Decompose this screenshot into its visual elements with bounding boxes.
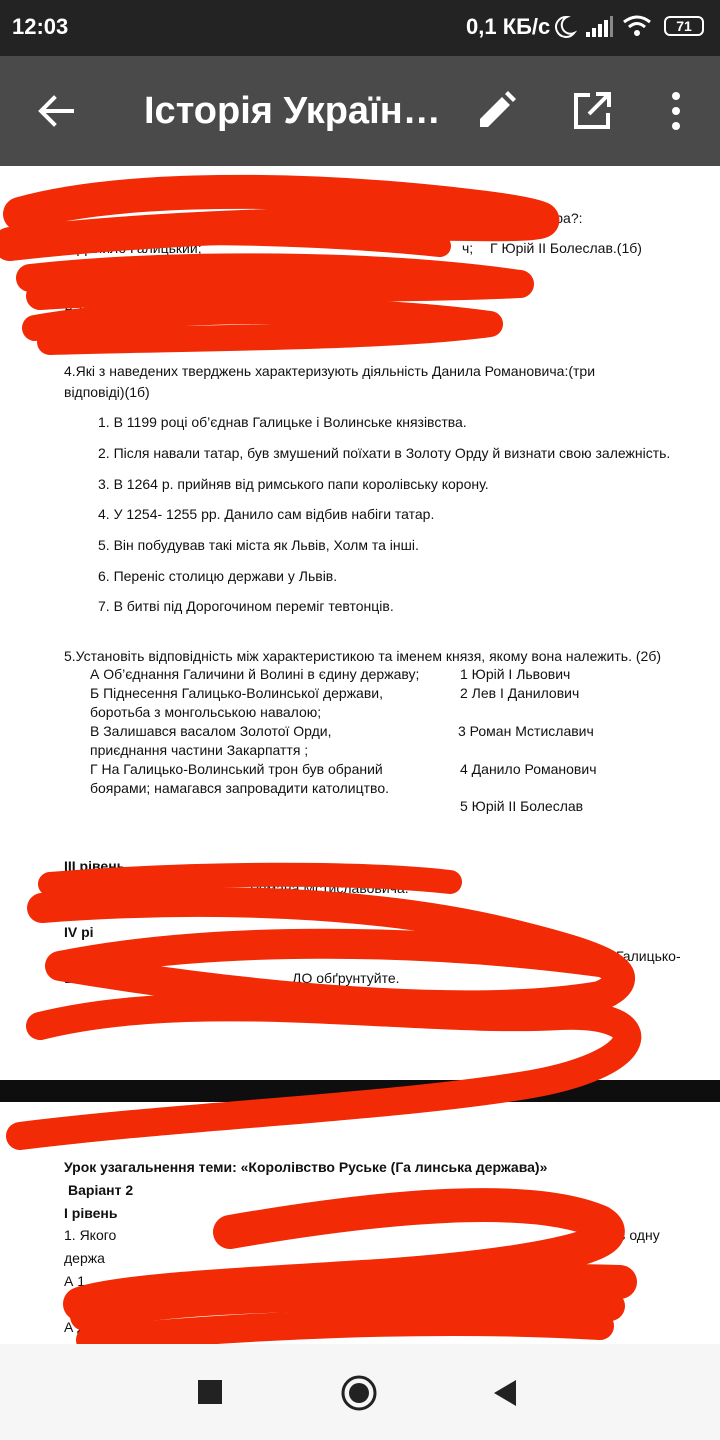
recents-square-icon[interactable] bbox=[197, 1379, 223, 1410]
page-heading: Урок узагальнення теми: «Королівство Руське (Га линська держава)» bbox=[64, 1159, 548, 1175]
match-left-item: Б Піднесення Галицько-Волинської держави, bbox=[90, 685, 383, 701]
list-item: 2. Після навали татар, був змушений поїхати в Золоту Орду й визнати свою залежність. bbox=[98, 445, 671, 461]
document-view[interactable] bbox=[0, 166, 720, 1344]
level-heading: II рівень bbox=[64, 332, 122, 348]
question-fragment: в одну bbox=[618, 1227, 660, 1243]
arrow-back-icon[interactable] bbox=[34, 89, 78, 133]
question-fragment: ДО обґрунтуйте. bbox=[292, 970, 400, 986]
match-right-item: 2 Лев І Данилович bbox=[460, 685, 580, 701]
status-bar bbox=[0, 0, 720, 56]
list-item: 7. В битві під Дорогочином переміг тевтонців. bbox=[98, 598, 394, 614]
answer-option: А Данило Галицький; Б Лев Данилович; bbox=[64, 1319, 323, 1335]
more-vert-icon[interactable] bbox=[654, 89, 698, 133]
list-item: 5. Він побудував такі міста як Львів, Холм та інші. bbox=[98, 537, 419, 553]
question-fragment: Романа Мстиславовича. bbox=[250, 880, 409, 896]
status-time: 12:03 bbox=[12, 14, 69, 39]
answer-fragment: А те bbox=[64, 300, 92, 316]
question-fragment: держа bbox=[64, 1250, 105, 1266]
match-left-item: боярами; намагався запровадити католицтво. bbox=[90, 780, 390, 796]
match-right-item: 5 Юрій II Болеслав bbox=[460, 798, 584, 814]
match-left-item: А Об’єднання Галичини й Волині в єдину державу; bbox=[90, 666, 420, 682]
question-text: 5.Установіть відповідність між характеристикою та іменем князя, якому вона належить. (2б) bbox=[64, 648, 661, 664]
home-circle-icon[interactable] bbox=[340, 1374, 378, 1417]
list-item: 1. В 1199 році об’єднав Галицьке і Волинське князівства. bbox=[98, 414, 467, 430]
open-external-icon[interactable] bbox=[570, 89, 614, 133]
question-fragment: Галицько- bbox=[616, 948, 681, 964]
match-left-item: боротьба з монгольською навалою; bbox=[90, 704, 322, 720]
answer-option: А 1 bbox=[64, 1273, 86, 1289]
match-right-item: 3 Роман Мстиславич bbox=[458, 723, 594, 739]
network-speed: 0,1 КБ/с bbox=[466, 14, 551, 39]
page-separator bbox=[0, 1080, 720, 1102]
match-right-item: 1 Юрій І Львович bbox=[460, 666, 571, 682]
question-text: 1. Якого bbox=[64, 1227, 117, 1243]
match-right-item: 4 Данило Романович bbox=[460, 761, 597, 777]
document-title: Історія Україн… bbox=[144, 90, 441, 132]
variant-heading: Варіант 2 bbox=[68, 1182, 134, 1198]
answer-fragment: ч; bbox=[462, 240, 474, 256]
wifi-icon bbox=[622, 14, 652, 43]
question-text: відповіді)(1б) bbox=[64, 384, 150, 400]
list-item: 3. В 1264 р. прийняв від римського папи королівську корону. bbox=[98, 476, 489, 492]
list-item: 4. У 1254- 1255 рр. Данило сам відбив набіги татар. bbox=[98, 506, 435, 522]
answer-fragment: 199 р. bbox=[290, 1273, 329, 1289]
match-left-item: приєднання частини Закарпаття ; bbox=[90, 742, 309, 758]
cellular-signal-icon bbox=[585, 16, 613, 43]
level-heading: III рівень bbox=[64, 858, 126, 874]
answer-option: Г Юрій II Болеслав.(1б) bbox=[490, 240, 642, 256]
system-navigation-bar bbox=[0, 1344, 720, 1440]
app-toolbar bbox=[0, 56, 720, 166]
level-heading: І рівень bbox=[64, 1205, 118, 1221]
list-item: 6. Переніс столицю держави у Львів. bbox=[98, 568, 338, 584]
answer-option: А Данило Галицький; bbox=[64, 240, 202, 256]
back-triangle-icon[interactable] bbox=[492, 1378, 518, 1413]
question-text: 4.Які з наведених тверджень характеризують діяльність Данила Романовича:(три bbox=[64, 363, 596, 379]
match-left-item: В Залишався васалом Золотої Орди, bbox=[90, 723, 332, 739]
match-left-item: Г На Галицько-Волинський трон був обраний bbox=[90, 761, 383, 777]
question-fragment: Волинської держ bbox=[64, 970, 174, 986]
question-fragment: имира?: bbox=[530, 210, 583, 226]
do-not-disturb-moon-icon bbox=[553, 14, 577, 45]
pencil-icon[interactable] bbox=[474, 89, 518, 133]
battery-icon: 71 bbox=[664, 16, 704, 36]
level-heading: IV рі bbox=[64, 924, 94, 940]
question-text: 2 -волинських правителів заснував місто Львів?:(1б) bbox=[64, 1296, 404, 1312]
